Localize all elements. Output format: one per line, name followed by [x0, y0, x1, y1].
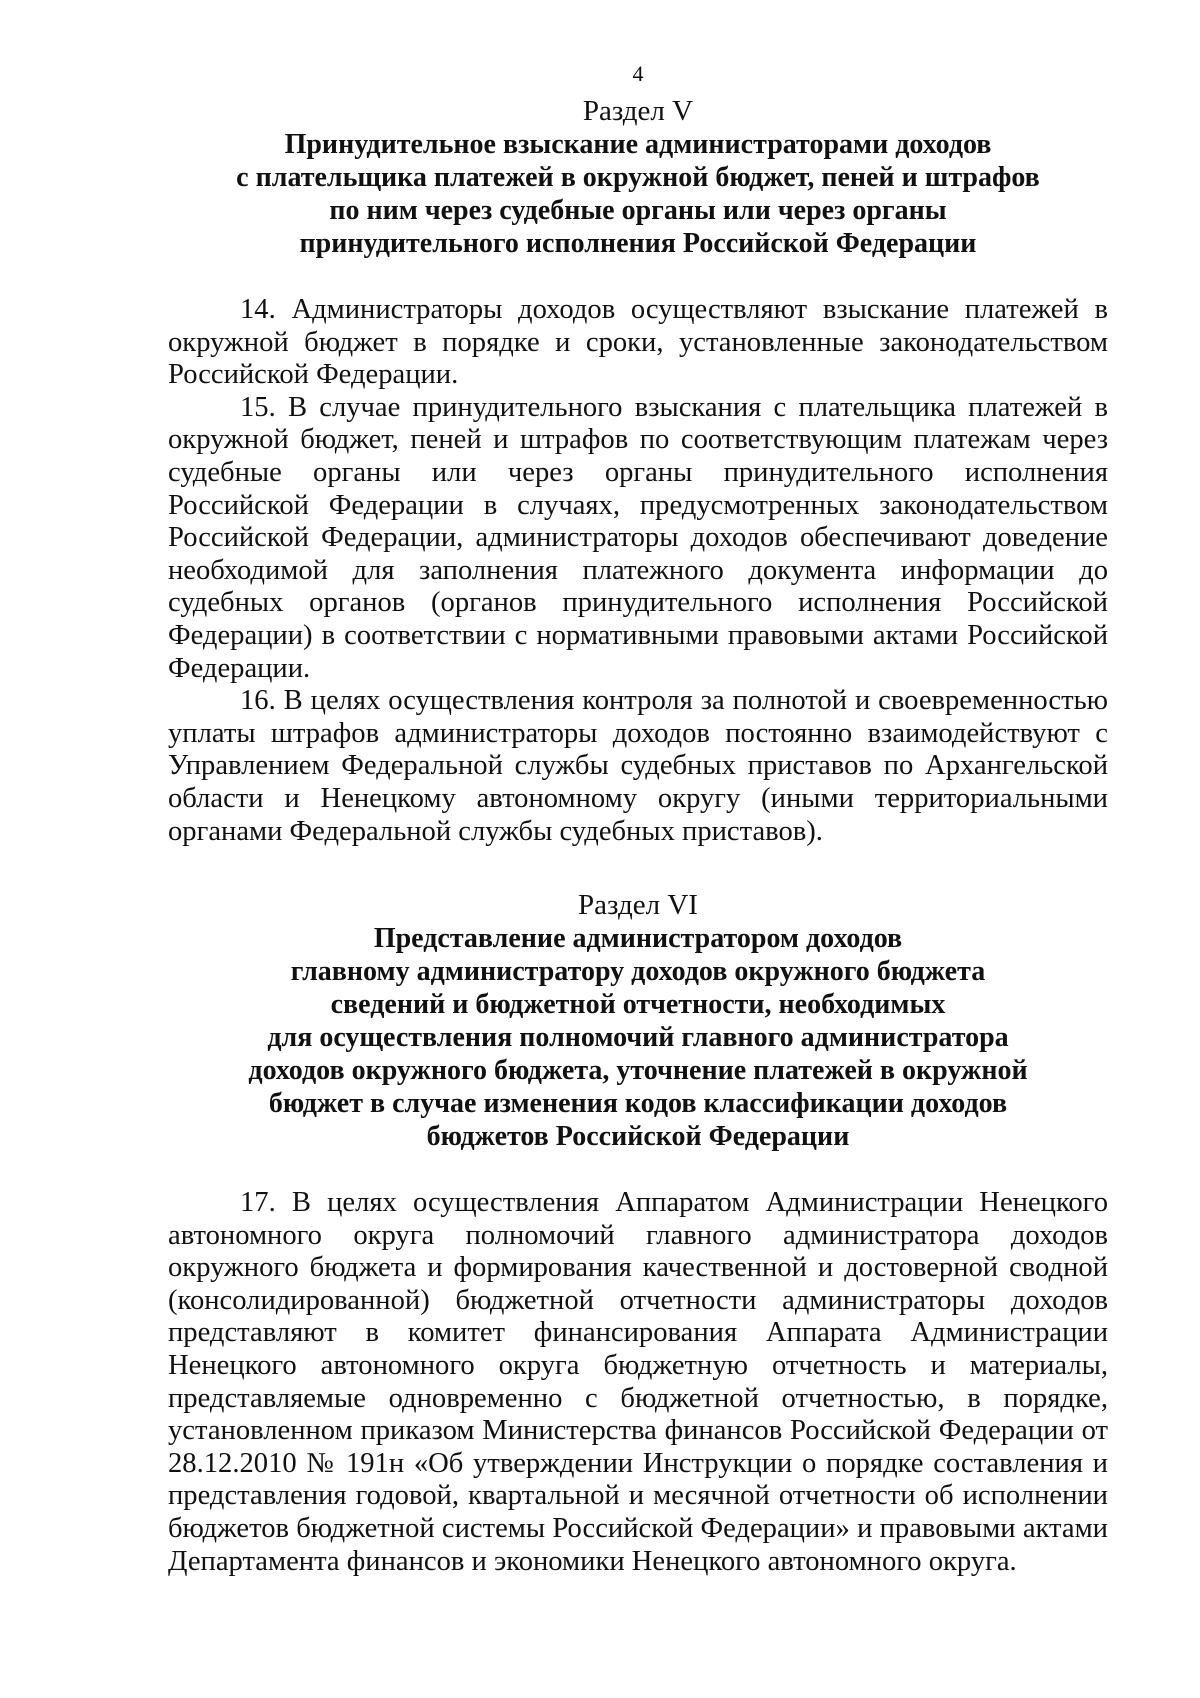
section-5-title-line: по ним через судебные органы или через органы: [329, 195, 947, 226]
paragraph-15: 15. В случае принудительного взыскания с плательщика платежей в окружной бюджет, пеней и штрафов по соответствующим платежам через судебные органы или через органы принудительного исполнения Российской Федерации в случаях, предусмотренных законодательством Российской Федерации, администраторы доходов обеспечивают доведение необходимой для заполнения платежного документа информации до судебных органов (органов принудительного исполнения Российской Федерации) в соответствии с нормативными правовыми актами Российской Федерации.: [168, 391, 1108, 684]
section-6-title-line: бюджет в случае изменения кодов классификации доходов: [268, 1088, 1008, 1120]
paragraph-16: 16. В целях осуществления контроля за полнотой и своевременностью уплаты штрафов администраторы доходов постоянно взаимодействуют с Управлением Федеральной службы судебных приставов по Архангельской области и Ненецкому автономному округу (иными территориальными органами Федеральной службы судебных приставов).: [168, 685, 1108, 847]
section-5-label: Раздел V: [582, 95, 694, 127]
section-6-title-line: сведений и бюджетной отчетности, необходимых: [330, 989, 946, 1021]
section-5: [168, 94, 1108, 848]
section-5-title-line: Принудительное взыскание администраторами доходов: [284, 129, 992, 160]
section-6-title: [168, 922, 1108, 1153]
paragraph-14: 14. Администраторы доходов осуществляют взыскание платежей в окружной бюджет в порядке и сроки, установленные законодательством Российской Федерации.: [168, 294, 1108, 391]
section-6-title-line: доходов окружного бюджета, уточнение платежей в окружной: [248, 1055, 1028, 1087]
section-6-title-line: главному администратору доходов окружного бюджета: [290, 956, 986, 988]
section-6-title-line: бюджетов Российской Федерации: [426, 1121, 850, 1153]
section-5-title-line: принудительного исполнения Российской Федерации: [299, 228, 977, 259]
section-6-label: Раздел VI: [578, 889, 698, 922]
page-number: 4: [632, 61, 644, 86]
paragraph-17: 17. В целях осуществления Аппаратом Администрации Ненецкого автономного округа полномочий главного администратора доходов окружного бюджета и формирования качественной и достоверной сводной (консолидированной) бюджетной отчетности администраторы доходов представляют в комитет финансирования Аппарата Администрации Ненецкого автономного округа бюджетную отчетность и материалы, представляемые одновременно с бюджетной отчетностью, в порядке, установленном приказом Министерства финансов Российской Федерации от 28.12.2010 № 191н «Об утверждении Инструкции о порядке составления и представления годовой, квартальной и месячной отчетности об исполнении бюджетов бюджетной системы Российской Федерации» и правовыми актами Департамента финансов и экономики Ненецкого автономного округа.: [168, 1187, 1108, 1577]
section-5-title: [168, 128, 1108, 260]
section-6-title-line: Представление администратором доходов: [373, 923, 903, 955]
section-6: [168, 888, 1108, 1578]
section-6-title-line: для осуществления полномочий главного администратора: [267, 1022, 1009, 1054]
section-5-title-line: с плательщика платежей в окружной бюджет, пеней и штрафов: [236, 162, 1040, 193]
